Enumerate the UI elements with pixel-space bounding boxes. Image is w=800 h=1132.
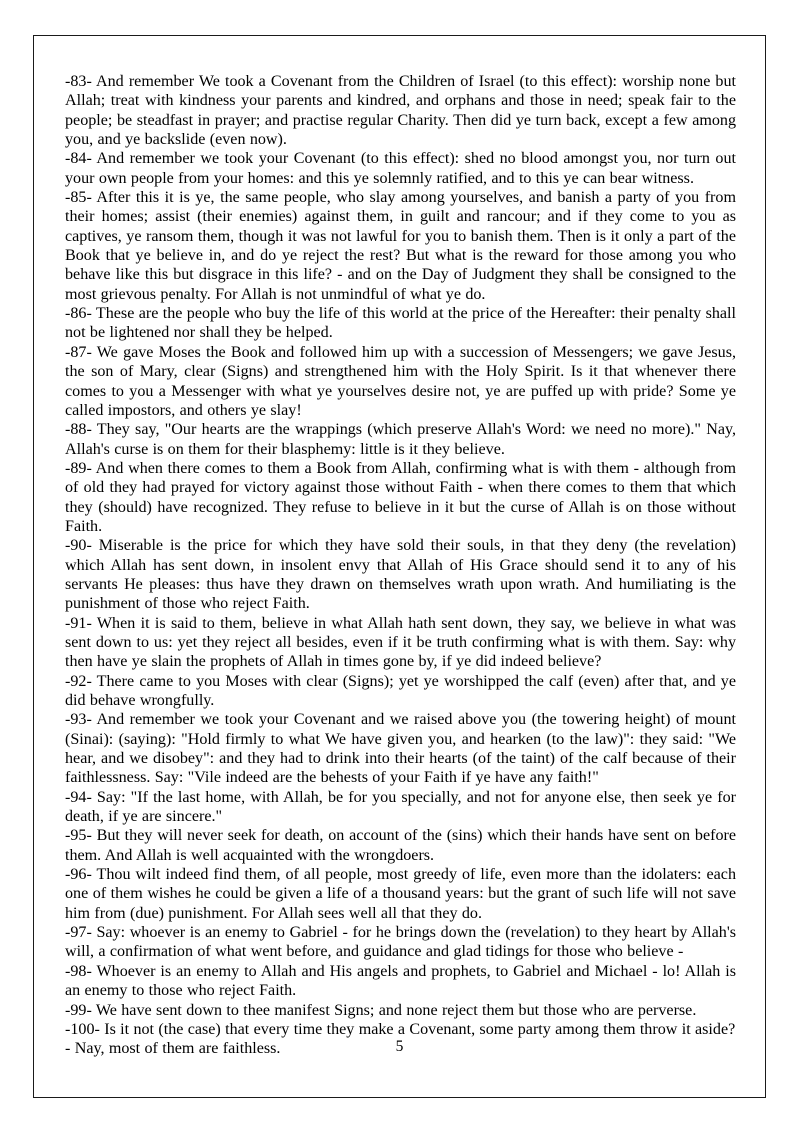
verse-paragraph: -89- And when there comes to them a Book from Allah, confirming what is with them - although from of old they had prayed for victory against those without Faith - when there comes to them that which they (should) have recognized. They refuse to believe in it but the curse of Allah is on those without Faith. bbox=[65, 459, 736, 535]
verse-paragraph: -99- We have sent down to thee manifest Signs; and none reject them but those who are perverse. bbox=[65, 1001, 697, 1019]
page-number: 5 bbox=[395, 1038, 404, 1055]
verse-paragraph: -98- Whoever is an enemy to Allah and His angels and prophets, to Gabriel and Michael - lo! Allah is an enemy to those who reject Faith. bbox=[65, 962, 736, 1000]
verse-paragraph: -100- Is it not (the case) that every time they make a Covenant, some party among them throw it aside? - Nay, most of them are faithless. bbox=[65, 1020, 736, 1058]
verse-paragraph: -87- We gave Moses the Book and followed him up with a succession of Messengers; we gave Jesus, the son of Mary, clear (Signs) and strengthened him with the Holy Spirit. Is it that whenever there comes to you a Messenger with what ye yourselves desire not, ye are puffed up with pride? Some ye called impostors, and others ye slay! bbox=[65, 343, 736, 419]
verse-paragraph: -92- There came to you Moses with clear (Signs); yet ye worshipped the calf (even) after that, and ye did behave wrongfully. bbox=[65, 672, 736, 709]
verse-paragraph: -88- They say, "Our hearts are the wrappings (which preserve Allah's Word: we need no more)." Nay, Allah's curse is on them for their blasphemy: little is it they believe. bbox=[65, 421, 736, 458]
verse-paragraph: -86- These are the people who buy the life of this world at the price of the Hereafter: their penalty shall not be lightened nor shall they be helped. bbox=[65, 305, 736, 342]
verse-paragraph: -85- After this it is ye, the same people, who slay among yourselves, and banish a party of you from their homes; assist (their enemies) against them, in guilt and rancour; and if they come to you as captives, ye ransom them, though it was not lawful for you to banish them. Then is it only a part of the Book that ye believe in, and do ye reject the rest? But what is the reward for those among you who behave like this but disgrace in this life? - and on the Day of Judgment they shall be consigned to the most grievous penalty. For Allah is not unmindful of what ye do. bbox=[65, 189, 736, 303]
verse-text-column bbox=[65, 72, 736, 1059]
verse-paragraph: -96- Thou wilt indeed find them, of all people, most greedy of life, even more than the idolaters: each one of them wishes he could be given a life of a thousand years: but the grant of such life will not save him from (due) punishment. For Allah sees well all that they do. bbox=[65, 866, 736, 922]
verse-paragraph: -95- But they will never seek for death, on account of the (sins) which their hands have sent on before them. And Allah is well acquainted with the wrongdoers. bbox=[65, 827, 736, 864]
verse-paragraph: -83- And remember We took a Covenant from the Children of Israel (to this effect): worship none but Allah; treat with kindness your parents and kindred, and orphans and those in need; speak fair to the people; be steadfast in prayer; and practise regular Charity. Then did ye turn back, except a few among you, and ye backslide (even now). bbox=[65, 73, 736, 149]
verse-paragraph: -94- Say: "If the last home, with Allah, be for you specially, and not for anyone else, then seek ye for death, if ye are sincere." bbox=[65, 788, 736, 826]
verse-paragraph: -91- When it is said to them, believe in what Allah hath sent down, they say, we believe in what was sent down to us: yet they reject all besides, even if it be truth confirming what is with them. Say: why then have ye slain the prophets of Allah in times gone by, if ye did indeed believe? bbox=[65, 614, 736, 671]
verse-paragraph: -84- And remember we took your Covenant (to this effect): shed no blood amongst you, nor turn out your own people from your homes: and this ye solemnly ratified, and to this ye can bear witness. bbox=[65, 150, 736, 187]
page-border-frame bbox=[33, 35, 766, 1098]
verse-paragraph: -97- Say: whoever is an enemy to Gabriel - for he brings down the (revelation) to they heart by Allah's will, a confirmation of what went before, and guidance and glad tidings for those who believe - bbox=[65, 924, 736, 961]
verse-paragraph: -93- And remember we took your Covenant and we raised above you (the towering height) of mount (Sinai): (saying): "Hold firmly to what We have given you, and hearken (to the law)": they said: "We hear, and we disobey": and they had to drink into their hearts (of the taint) of the calf because of their faithlessness. Say: "Vile indeed are the behests of your Faith if ye have any faith!" bbox=[65, 711, 736, 787]
verse-paragraph: -90- Miserable is the price for which they have sold their souls, in that they deny (the revelation) which Allah has sent down, in insolent envy that Allah of His Grace should send it to any of his servants He pleases: thus have they drawn on themselves wrath upon wrath. And humiliating is the punishment of those who reject Faith. bbox=[65, 537, 736, 613]
